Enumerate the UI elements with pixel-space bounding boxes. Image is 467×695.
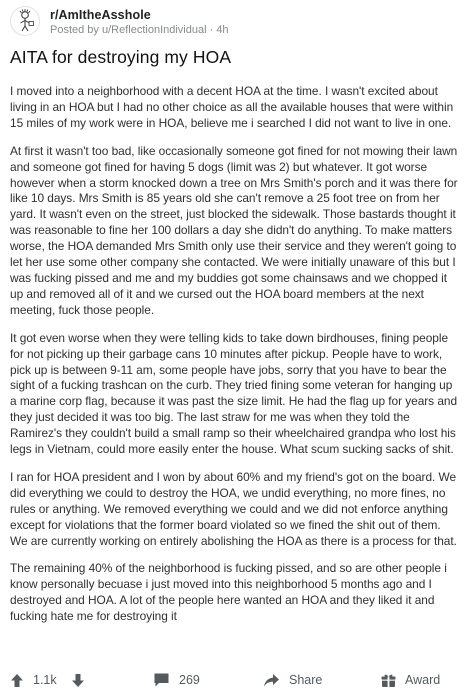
post-paragraph: The remaining 40% of the neighborhood is fucking pissed, and so are other people i know personally becuase i just moved into this neighborhood 5 months ago and I destroyed and HOA. A lot of the people here wanted an HOA and they liked it and fucking hate me for destroying it bbox=[10, 561, 447, 624]
share-label: Share bbox=[289, 673, 323, 687]
post-paragraph: I moved into a neighborhood with a decent HOA at the time. I wasn't excited about living in an HOA but I had no other choice as all the available houses that were within 15 miles of my work were in HOA, believe me i searched I did not want to live in one. bbox=[10, 84, 454, 130]
post-byline: Posted by u/ReflectionIndividual · 4h bbox=[50, 24, 229, 36]
upvote-count: 1.1k bbox=[33, 673, 57, 687]
upvote-arrow-icon[interactable] bbox=[10, 673, 24, 688]
post-action-bar bbox=[0, 666, 467, 694]
award-label: Award bbox=[405, 673, 441, 687]
subreddit-avatar-icon[interactable] bbox=[10, 6, 40, 36]
post-body bbox=[10, 84, 458, 637]
post-header bbox=[10, 6, 457, 40]
post-paragraph: At first it wasn't too bad, like occasionally someone got fined for not mowing their lawn and someone got fined for having 5 dogs (limit was 2) but whatever. It got worse however when a storm knocked down a tree on Mrs Smith's porch and it was there for like 10 days. Mrs Smith is 85 years old she can't remove a 25 foot tree on from her yard. It wasn't even on the street, just blocked the sidewalk. Those bastards thought it was reasonable to fine her 100 dollars a day she didn't do anything. To make matters worse, the HOA demanded Mrs Smith only use their service and they weren't going to let her use some other company she contacted. We were initially unaware of this but I was fucking pissed and me and my buddies got some chainsaws and we chopped it up and removed all of it and we cursed out the HOA board members at the next meeting, fuck those people. bbox=[10, 143, 458, 317]
award-gift-icon bbox=[381, 673, 396, 688]
post-paragraph: It got even worse when they were telling kids to take down birdhouses, fining people for not picking up their garbage cans 10 minutes after pickup. People have to work, pick up is between 9-11 am, some people have jobs, sorry that you have to bear the sight of a fucking trashcan on the curb. They tried fining some veteran for hanging up a marine corp flag, because it was past the size limit. He had the flag up for years and they just decided it was too big. The last straw for me was when they told the Ramirez's they couldn't build a small ramp so their wheelchaired grandpa who lost his legs in Vietnam, could more easily enter the house. What scum sucking sacks of shit. bbox=[10, 330, 458, 457]
downvote-arrow-icon[interactable] bbox=[71, 673, 85, 688]
award-button[interactable] bbox=[381, 666, 440, 694]
share-button[interactable] bbox=[263, 666, 322, 694]
vote-controls bbox=[10, 666, 85, 694]
comment-bubble-icon bbox=[153, 672, 170, 688]
subreddit-name[interactable]: r/AmItheAsshole bbox=[50, 8, 151, 22]
comments-button[interactable] bbox=[153, 666, 200, 694]
share-arrow-icon bbox=[263, 673, 280, 688]
post-title[interactable]: AITA for destroying my HOA bbox=[10, 47, 232, 67]
comment-count: 269 bbox=[179, 673, 200, 687]
post-paragraph: I ran for HOA president and I won by about 60% and my friend's got on the board. We did everything we could to destroy the HOA, we undid everything, no more fines, no rules or anything. We removed everything we could and we did not enforce anything except for violations that the former board violated so we fined the shit out of them. We are currently working on entirely abolishing the HOA as there is a process for that. bbox=[10, 469, 457, 548]
